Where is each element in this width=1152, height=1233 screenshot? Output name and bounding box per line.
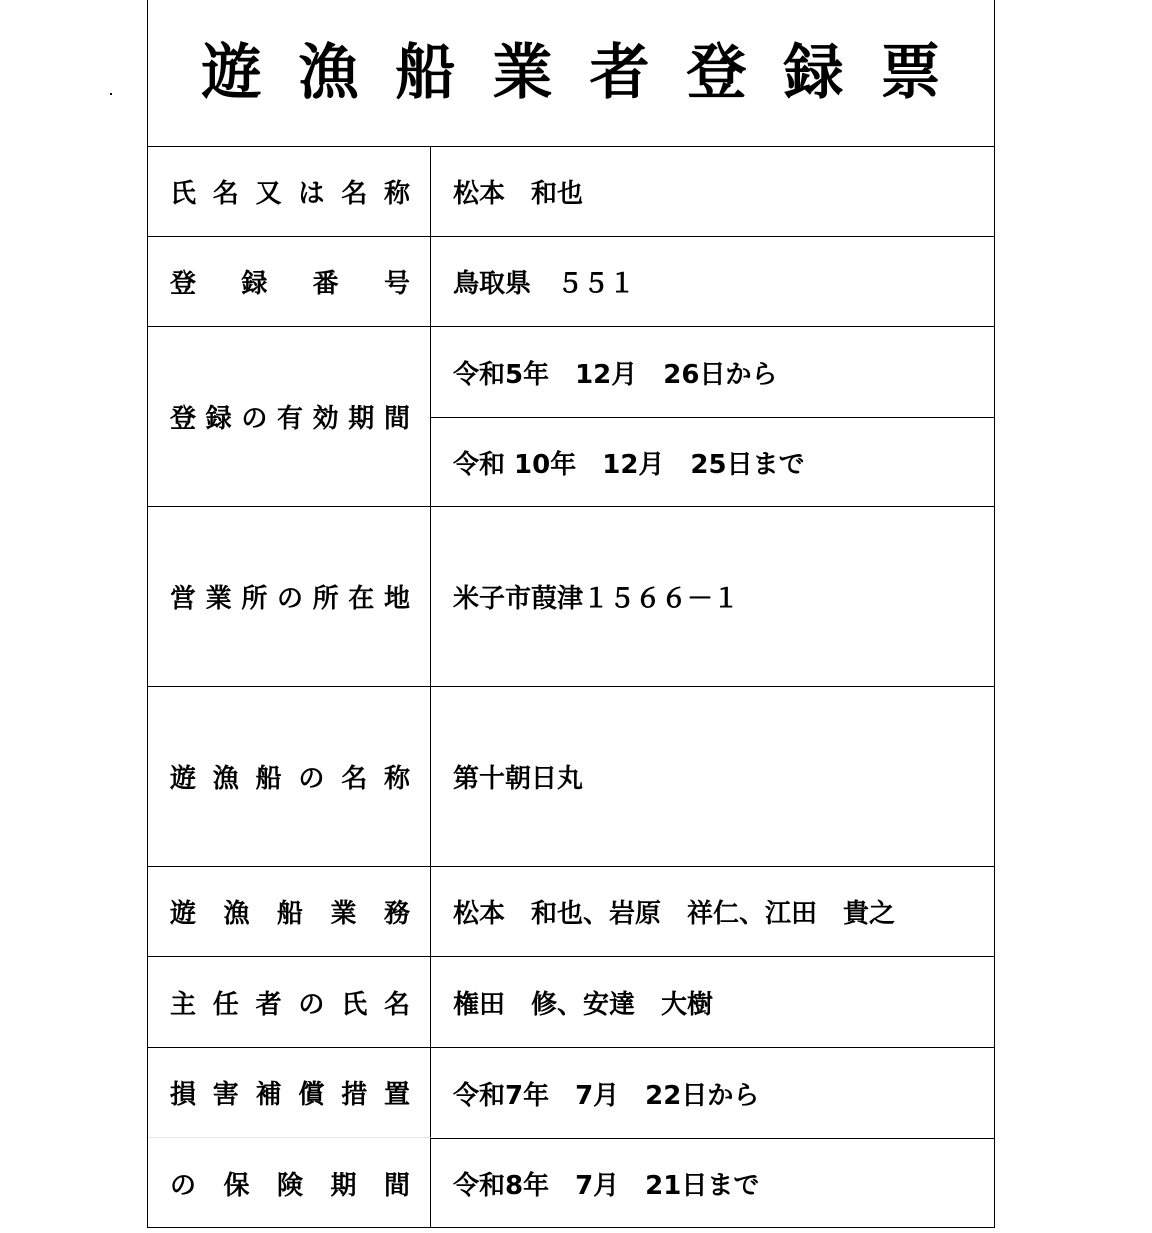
registration-sheet [147, 0, 995, 1228]
label-char: 主 [170, 989, 197, 1020]
label-char: 遊 [170, 764, 197, 794]
value-office-location: 米子市葭津１５６６－１ [453, 584, 740, 614]
label-boat-staff [170, 893, 410, 930]
value-boat-staff: 松本 和也、岩原 祥仁、江田 貴之 [453, 899, 896, 929]
row-registration-number [148, 237, 994, 327]
label-char: の [170, 1170, 197, 1201]
label-char: の [298, 764, 325, 794]
label-char: 険 [276, 1170, 303, 1201]
label-char: 営 [170, 584, 197, 614]
label-char: 名 [383, 989, 410, 1020]
value-name: 松本 和也 [453, 179, 584, 209]
label-boat-name [170, 758, 410, 795]
label-char: 録 [205, 404, 232, 434]
value-insurance-to: 令和8年 7月 21日まで [431, 1138, 994, 1228]
label-char: 地 [383, 584, 410, 614]
label-char: 船 [255, 764, 282, 794]
label-char: は [298, 179, 325, 209]
label-char: 害 [212, 1080, 239, 1110]
label-char: 業 [330, 899, 357, 929]
label-char: 氏 [170, 179, 197, 209]
row-boat-name [148, 687, 994, 867]
label-char: 又 [255, 179, 282, 209]
label-char: 録 [241, 269, 268, 299]
row-name [148, 147, 994, 237]
label-char: 遊 [170, 899, 197, 929]
label-char: 称 [383, 764, 410, 794]
stray-dot [110, 93, 112, 95]
label-char: 償 [298, 1080, 325, 1110]
label-char: 務 [383, 899, 410, 929]
row-boat-staff [148, 867, 994, 957]
row-insurance-period [148, 1048, 994, 1228]
label-insurance-line1 [170, 1074, 410, 1111]
label-char: 任 [212, 989, 239, 1020]
label-char: 間 [383, 404, 410, 434]
row-manager-name [148, 957, 994, 1048]
label-char: 置 [383, 1080, 410, 1110]
label-manager-name [170, 984, 410, 1021]
label-char: の [276, 584, 303, 614]
label-char: 船 [276, 899, 303, 929]
row-validity-period [148, 327, 994, 507]
label-char: 効 [312, 404, 339, 434]
value-registration-number: 鳥取県 ５５１ [453, 269, 636, 299]
label-char: 措 [341, 1080, 368, 1110]
label-char: 氏 [341, 989, 368, 1020]
label-char: 名 [341, 179, 368, 209]
label-name [170, 173, 410, 210]
label-char: 有 [276, 404, 303, 434]
value-manager-name: 権田 修、安達 大樹 [453, 989, 714, 1020]
label-char: 所 [241, 584, 268, 614]
label-char: 名 [212, 179, 239, 209]
label-char: の [241, 404, 268, 434]
value-boat-name: 第十朝日丸 [453, 764, 584, 794]
label-char: 番 [312, 269, 339, 299]
value-validity-to: 令和 10年 12月 25日まで [431, 417, 994, 507]
label-validity-period [170, 398, 410, 435]
label-char: 在 [348, 584, 375, 614]
label-char: 漁 [223, 899, 250, 929]
label-char: 業 [205, 584, 232, 614]
label-char: 登 [170, 404, 197, 434]
row-office-location [148, 507, 994, 687]
label-registration-number [170, 263, 410, 300]
label-char: 称 [383, 179, 410, 209]
label-char: 者 [255, 989, 282, 1020]
label-char: 間 [383, 1170, 410, 1201]
label-char: 登 [170, 269, 197, 299]
label-char: 名 [341, 764, 368, 794]
document-title: 遊漁船業者登録票 [148, 0, 994, 147]
label-char: 損 [170, 1080, 197, 1110]
label-char: 保 [223, 1170, 250, 1201]
label-char: の [298, 989, 325, 1020]
label-char: 号 [383, 269, 410, 299]
label-office-location [170, 578, 410, 615]
value-insurance-from: 令和7年 7月 22日から [453, 1080, 760, 1111]
label-insurance-line2 [170, 1165, 410, 1202]
label-char: 補 [255, 1080, 282, 1110]
label-char: 期 [348, 404, 375, 434]
value-validity-from: 令和5年 12月 26日から [453, 359, 778, 390]
label-char: 漁 [212, 764, 239, 794]
label-char: 期 [330, 1170, 357, 1201]
label-char: 所 [312, 584, 339, 614]
